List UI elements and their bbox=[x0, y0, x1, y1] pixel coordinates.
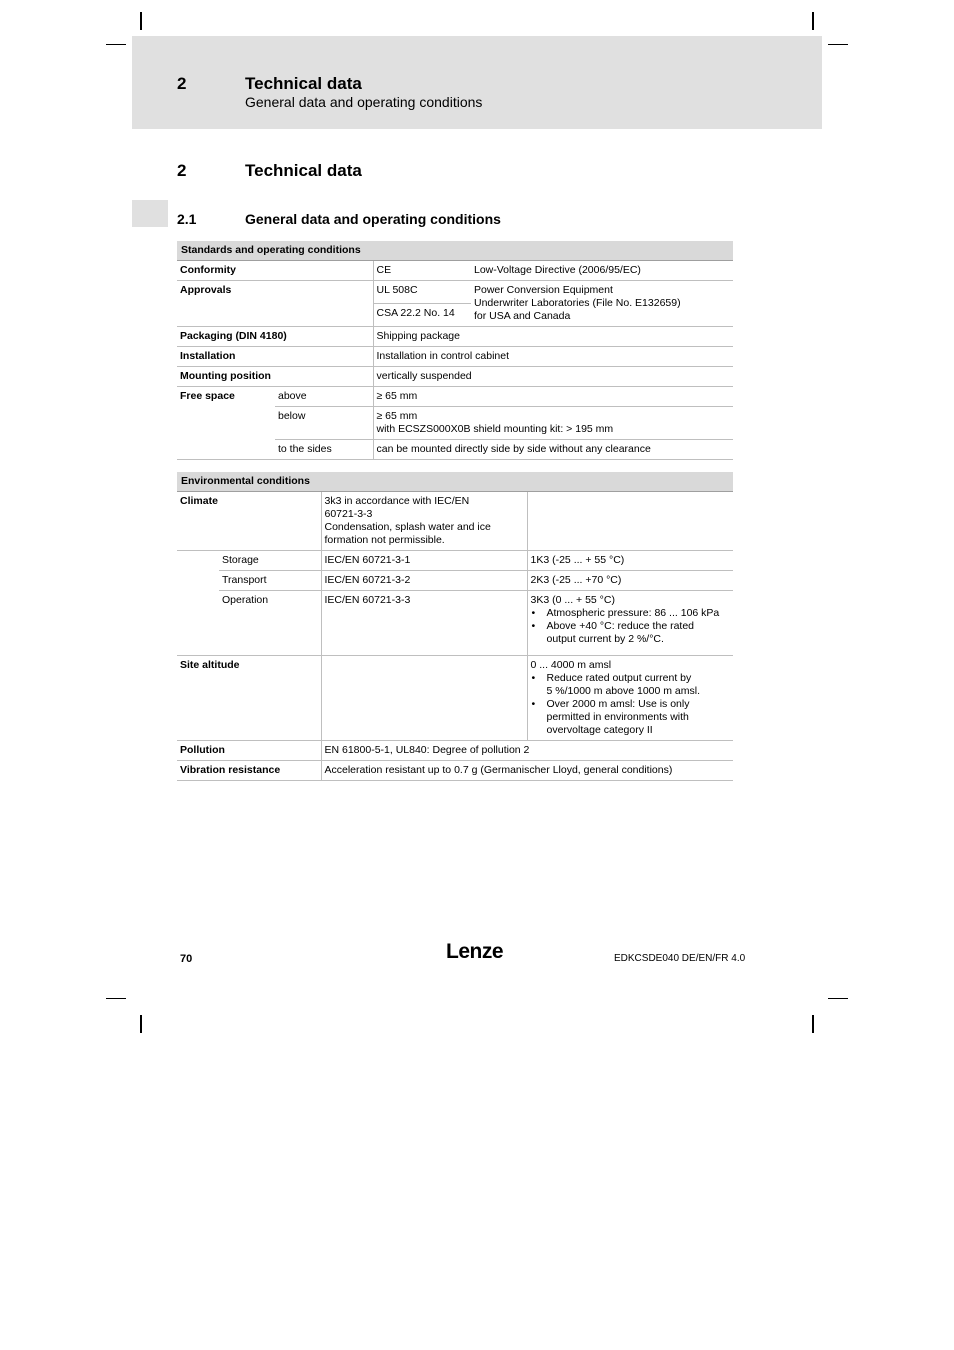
table-row bbox=[177, 492, 733, 551]
bullet-text: 5 %/1000 m above 1000 m amsl. bbox=[546, 685, 701, 697]
cell-standard bbox=[321, 656, 527, 741]
cell-value: EN 61800-5-1, UL840: Degree of pollution 2 bbox=[321, 741, 733, 761]
row-label: Packaging (DIN 4180) bbox=[177, 327, 373, 347]
value-line: with ECSZS000X0B shield mounting kit: > 195 mm bbox=[376, 423, 614, 435]
row-label: Mounting position bbox=[177, 367, 373, 387]
table-row bbox=[177, 327, 733, 347]
table-row bbox=[177, 761, 733, 781]
crop-mark bbox=[106, 44, 126, 45]
table-row bbox=[177, 261, 733, 281]
table-header-row bbox=[177, 472, 733, 492]
value-line: 60721-3-3 bbox=[324, 508, 373, 520]
row-label: Pollution bbox=[177, 741, 321, 761]
sub-label: Storage bbox=[219, 551, 321, 571]
header-chapter-number: 2 bbox=[177, 74, 187, 93]
bullet-item bbox=[547, 607, 731, 620]
sub-label: Operation bbox=[219, 591, 321, 656]
row-label: Installation bbox=[177, 347, 373, 367]
table-row bbox=[177, 741, 733, 761]
crop-mark bbox=[828, 44, 848, 45]
crop-mark bbox=[812, 1015, 814, 1033]
side-tab-marker bbox=[132, 200, 168, 227]
cell-value: Shipping package bbox=[373, 327, 733, 347]
value-line: 0 ... 4000 m amsl bbox=[530, 659, 612, 671]
bullet-text: • Above +40 °C: reduce the rated bbox=[546, 620, 695, 632]
indent-cell bbox=[177, 551, 219, 571]
cell-value: Installation in control cabinet bbox=[373, 347, 733, 367]
approval-line: Power Conversion Equipment bbox=[474, 284, 613, 296]
crop-mark bbox=[106, 998, 126, 999]
cell-value bbox=[527, 656, 733, 741]
sub-label: above bbox=[275, 387, 373, 407]
bullet-text: Atmospheric pressure: 86 ... 106 kPa bbox=[546, 607, 720, 619]
cell-standard: IEC/EN 60721-3-2 bbox=[321, 571, 527, 591]
value-line: ≥ 65 mm bbox=[376, 410, 418, 422]
cell-value: Low-Voltage Directive (2006/95/EC) bbox=[471, 261, 733, 281]
header-chapter-title: Technical data bbox=[245, 74, 362, 93]
value-line: Condensation, splash water and ice bbox=[324, 521, 491, 533]
sub-label: Transport bbox=[219, 571, 321, 591]
bullet-text: • Reduce rated output current by bbox=[546, 672, 692, 684]
subsection-number: 2.1 bbox=[177, 211, 197, 227]
bullet-text: overvoltage category II bbox=[546, 724, 653, 736]
cell-value: 1K3 (-25 ... + 55 °C) bbox=[527, 551, 733, 571]
cell-standard: IEC/EN 60721-3-3 bbox=[321, 591, 527, 656]
crop-mark bbox=[812, 12, 814, 30]
value-line: formation not permissible. bbox=[324, 534, 445, 546]
document-id: EDKCSDE040 DE/EN/FR 4.0 bbox=[614, 953, 746, 964]
table-title: Environmental conditions bbox=[177, 472, 733, 492]
bullet-list bbox=[531, 607, 731, 646]
table-header-row bbox=[177, 241, 733, 261]
approval-line: for USA and Canada bbox=[474, 310, 571, 322]
bullet-text: output current by 2 %/°C. bbox=[546, 633, 664, 645]
cell-standard bbox=[321, 492, 527, 551]
row-label: Climate bbox=[177, 492, 321, 551]
crop-mark bbox=[140, 1015, 142, 1033]
table-row bbox=[177, 591, 733, 656]
value-line: 3k3 in accordance with IEC/EN bbox=[324, 495, 470, 507]
row-label: Free space bbox=[177, 387, 275, 460]
cell-value: ≥ 65 mm bbox=[373, 387, 733, 407]
cell-value: can be mounted directly side by side without any clearance bbox=[373, 440, 733, 460]
row-label: Approvals bbox=[177, 281, 373, 327]
table-row bbox=[177, 387, 733, 407]
cell-value: 2K3 (-25 ... +70 °C) bbox=[527, 571, 733, 591]
table-row bbox=[177, 367, 733, 387]
cell-value: vertically suspended bbox=[373, 367, 733, 387]
cell-standard: IEC/EN 60721-3-1 bbox=[321, 551, 527, 571]
lenze-logo: Lenze bbox=[446, 940, 504, 963]
cell-value bbox=[527, 492, 733, 551]
header-subtitle: General data and operating conditions bbox=[245, 94, 483, 110]
bullet-item bbox=[547, 698, 731, 737]
row-label: Site altitude bbox=[177, 656, 321, 741]
sub-label: below bbox=[275, 407, 373, 440]
cell-value bbox=[471, 281, 733, 327]
bullet-text: • Over 2000 m amsl: Use is only bbox=[546, 698, 690, 710]
environment-table bbox=[177, 472, 733, 781]
cell-code: CE bbox=[373, 261, 471, 281]
table-title: Standards and operating conditions bbox=[177, 241, 733, 261]
cell-code: UL 508C bbox=[373, 281, 471, 304]
subsection-title: General data and operating conditions bbox=[245, 211, 501, 227]
indent-cell bbox=[177, 571, 219, 591]
table-row bbox=[177, 571, 733, 591]
indent-cell bbox=[177, 591, 219, 656]
cell-value bbox=[373, 407, 733, 440]
row-label: Conformity bbox=[177, 261, 373, 281]
standards-table bbox=[177, 241, 733, 460]
table-row bbox=[177, 281, 733, 304]
cell-value bbox=[527, 591, 733, 656]
page-number: 70 bbox=[180, 953, 193, 965]
section-title: Technical data bbox=[245, 161, 362, 180]
crop-mark bbox=[828, 998, 848, 999]
bullet-list bbox=[531, 672, 731, 737]
cell-code: CSA 22.2 No. 14 bbox=[373, 304, 471, 327]
cell-value: Acceleration resistant up to 0.7 g (Germanischer Lloyd, general conditions) bbox=[321, 761, 733, 781]
approval-line: Underwriter Laboratories (File No. E132659) bbox=[474, 297, 681, 309]
crop-mark bbox=[140, 12, 142, 30]
section-number: 2 bbox=[177, 161, 187, 180]
value-line: 3K3 (0 ... + 55 °C) bbox=[530, 594, 615, 606]
table-row bbox=[177, 347, 733, 367]
row-label: Vibration resistance bbox=[177, 761, 321, 781]
header-band bbox=[132, 36, 822, 129]
table-row bbox=[177, 551, 733, 571]
sub-label: to the sides bbox=[275, 440, 373, 460]
bullet-item bbox=[547, 620, 731, 646]
bullet-item bbox=[547, 672, 731, 698]
bullet-text: permitted in environments with bbox=[546, 711, 689, 723]
table-row bbox=[177, 656, 733, 741]
